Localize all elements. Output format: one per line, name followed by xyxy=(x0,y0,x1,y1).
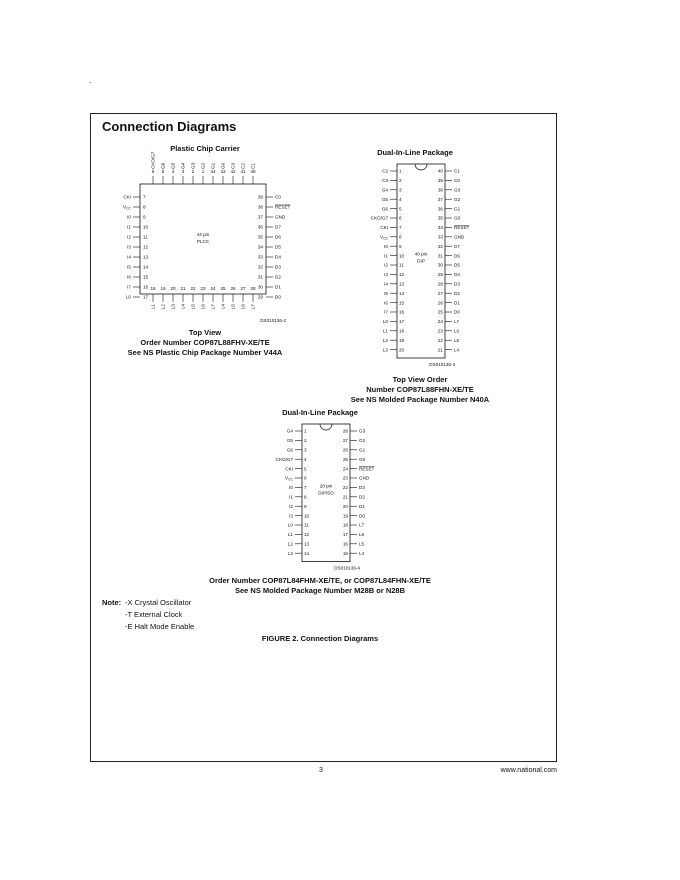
plcc-pin-name: L1 xyxy=(150,304,156,310)
dip40-caption xyxy=(330,375,510,405)
plcc-pin-name: D7 xyxy=(275,224,281,230)
dip40-pin-number: 32 xyxy=(437,243,443,249)
plcc-pin-number: 34 xyxy=(257,244,263,250)
dip28-pin-number: 11 xyxy=(304,522,309,528)
plcc-pin-name: L7 xyxy=(210,304,216,310)
plcc-pin-number: 30 xyxy=(257,284,263,290)
plcc-pin-number: 24 xyxy=(210,286,216,291)
plcc-pin-number: 10 xyxy=(143,224,149,230)
dip40-center-label: DIP xyxy=(417,258,425,264)
plcc-pin-number: 1 xyxy=(201,169,205,174)
plcc-pin-name: I6 xyxy=(127,274,131,280)
margin-mark: . xyxy=(89,76,92,85)
dip28-pin-name: G6 xyxy=(286,447,293,453)
dip28-pin-number: 21 xyxy=(342,494,348,500)
plcc-pin-name: L7 xyxy=(250,304,256,310)
dip40-pin-name: G5 xyxy=(381,196,388,202)
dip40-pin-name: L0 xyxy=(382,319,388,325)
plcc-pin-name: D0 xyxy=(275,294,281,300)
dip40-pin-name: RESET xyxy=(454,225,470,231)
plcc-pin-name: RESET xyxy=(275,204,291,210)
plcc-caption-line: See NS Plastic Chip Package Number V44A xyxy=(127,348,283,357)
dip40-pin-number: 11 xyxy=(399,262,404,268)
plcc-pin-number: 5 xyxy=(161,169,165,174)
dip28-pin-number: 2 xyxy=(304,438,307,444)
dip28-pin-number: 10 xyxy=(304,513,310,519)
plcc-pin-name: L3 xyxy=(170,304,176,310)
dip40-pin-number: 15 xyxy=(399,300,405,306)
dip28-pin-number: 3 xyxy=(304,447,307,453)
subscript: CC xyxy=(383,236,388,241)
plcc-pin-name: L4 xyxy=(180,304,186,310)
dip40-pin-name: $V_{CC}$ xyxy=(380,234,388,241)
plcc-pin-name: GND xyxy=(275,214,286,220)
plcc-pin-number: 38 xyxy=(257,204,263,210)
dip28-caption-line: See NS Molded Package Number M28B or N28B xyxy=(234,586,406,595)
dip40-pin-name: I6 xyxy=(384,300,388,306)
plcc-pin-number: 2 xyxy=(191,169,195,174)
dip40-drawing-id: DS010136-3 xyxy=(429,362,455,367)
plcc-pin-number: 43 xyxy=(220,169,226,174)
plcc-pin-name: L4 xyxy=(220,304,226,310)
dip28-pin-name: L7 xyxy=(359,522,365,528)
dip28-pin-number: 22 xyxy=(342,485,348,491)
plcc-pin-name: I4 xyxy=(127,254,131,260)
dip40-pin-name: I7 xyxy=(384,309,388,315)
dip40-pin-number: 29 xyxy=(437,272,443,278)
dip28-pin-name: D1 xyxy=(359,503,365,509)
plcc-pin-number: 42 xyxy=(230,169,236,174)
dip28-pin-name: G4 xyxy=(286,428,293,434)
dip40-pin-name: L5 xyxy=(454,337,460,343)
dip28-notch xyxy=(320,424,332,430)
dip40-pin-name: CKO/G7 xyxy=(370,215,388,221)
dip40-pin-number: 36 xyxy=(437,206,443,212)
dip28-pin-name: CKI xyxy=(285,466,293,472)
dip28-pin-name: G0 xyxy=(359,456,366,462)
dip28-pin-name: L0 xyxy=(287,522,293,528)
note-line: -T External Clock xyxy=(125,610,183,619)
dip40-pin-name: C0 xyxy=(454,178,460,184)
dip40-pin-number: 14 xyxy=(399,290,405,296)
dip40-pin-number: 16 xyxy=(399,309,405,315)
dip28-pin-number: 28 xyxy=(342,428,348,434)
plcc-pin-number: 26 xyxy=(230,286,236,291)
note-line: -X Crystal Oscillator xyxy=(125,598,192,607)
dip40-caption-line: Top View Order xyxy=(392,375,448,384)
dip28-pin-name: L5 xyxy=(359,541,365,547)
plcc-pin-name: D4 xyxy=(275,254,281,260)
dip40-pin-name: D0 xyxy=(454,309,460,315)
plcc-pin-number: 39 xyxy=(257,194,263,200)
plcc-pin-name: C1 xyxy=(250,163,256,169)
dip28-pin-number: 7 xyxy=(304,485,307,491)
dip28-pin-number: 18 xyxy=(342,522,348,528)
dip40-caption-line: See NS Molded Package Number N40A xyxy=(350,395,490,404)
dip28-pin-number: 1 xyxy=(304,428,307,434)
dip40-pin-number: 18 xyxy=(399,328,405,334)
dip40-pin-name: D4 xyxy=(454,272,460,278)
dip40-pin-number: 35 xyxy=(437,215,443,221)
plcc-pin-number: 12 xyxy=(143,244,149,250)
dip40-pin-number: 31 xyxy=(437,253,443,259)
dip40-pin-number: 1 xyxy=(399,168,402,174)
dip28-diagram xyxy=(265,416,395,576)
dip40-pin-name: D2 xyxy=(454,290,460,296)
plcc-pin-name: D1 xyxy=(275,284,281,290)
dip28-caption xyxy=(170,576,470,596)
plcc-center-label: 44 pin xyxy=(196,232,210,237)
dip40-pin-number: 27 xyxy=(437,290,443,296)
dip40-pin-number: 19 xyxy=(399,337,405,343)
dip40-pin-number: 23 xyxy=(437,328,443,334)
dip28-drawing-id: DS010136-4 xyxy=(334,565,360,571)
dip28-pin-name: G2 xyxy=(359,438,366,444)
dip40-pin-name: D7 xyxy=(454,243,460,249)
dip28-pin-name: I2 xyxy=(289,503,293,509)
dip40-pin-name: D6 xyxy=(454,253,460,259)
dip40-pin-name: C3 xyxy=(382,178,388,184)
dip28-pin-name: D0 xyxy=(359,513,365,519)
dip28-pin-number: 6 xyxy=(304,475,307,481)
dip40-pin-number: 9 xyxy=(399,243,402,249)
dip28-pin-name: I0 xyxy=(289,485,293,491)
dip40-pin-number: 40 xyxy=(437,168,443,174)
dip40-pin-name: D5 xyxy=(454,262,460,268)
plcc-pin-number: 7 xyxy=(143,194,146,200)
plcc-pin-name: G3 xyxy=(190,162,196,169)
dip40-pin-number: 26 xyxy=(437,300,443,306)
dip40-pin-name: L2 xyxy=(382,337,388,343)
plcc-pin-name: D5 xyxy=(275,244,281,250)
section-title: Connection Diagrams xyxy=(102,119,237,134)
dip40-caption-line: Number COP87L88FHN-XE/TE xyxy=(366,385,474,394)
dip40-pin-number: 8 xyxy=(399,234,402,240)
dip40-diagram xyxy=(360,156,490,374)
dip40-pin-number: 37 xyxy=(437,196,443,202)
plcc-pin-number: 40 xyxy=(250,169,256,174)
plcc-heading: Plastic Chip Carrier xyxy=(170,144,240,153)
dip28-pin-number: 20 xyxy=(342,503,348,509)
plcc-pin-name: G5 xyxy=(170,162,176,169)
dip40-pin-number: 30 xyxy=(437,262,443,268)
plcc-pin-name: D6 xyxy=(275,234,281,240)
plcc-pin-number: 23 xyxy=(200,286,206,291)
dip40-pin-number: 4 xyxy=(399,196,402,202)
plcc-pin-name: C3 xyxy=(230,163,236,169)
subscript: CC xyxy=(288,477,293,482)
dip40-pin-number: 13 xyxy=(399,281,405,287)
dip40-pin-name: L4 xyxy=(454,347,460,353)
dip40-pin-number: 25 xyxy=(437,309,443,315)
dip40-pin-number: 5 xyxy=(399,206,402,212)
plcc-pin-name: G0 xyxy=(220,162,226,169)
dip40-pin-number: 6 xyxy=(399,215,402,221)
plcc-pin-number: 33 xyxy=(257,254,263,260)
dip28-pin-name: D3 xyxy=(359,485,365,491)
dip40-pin-name: L7 xyxy=(454,319,460,325)
plcc-center-label: PLCC xyxy=(196,239,210,244)
dip40-pin-name: G6 xyxy=(381,206,388,212)
plcc-pin-number: 22 xyxy=(190,286,196,291)
dip40-pin-name: I5 xyxy=(384,290,388,296)
dip28-heading: Dual-In-Line Package xyxy=(282,408,358,417)
dip40-pin-name: D1 xyxy=(454,300,460,306)
plcc-caption-line: Top View xyxy=(188,328,222,337)
dip28-pin-name: G3 xyxy=(359,428,366,434)
plcc-pin-number: 14 xyxy=(143,264,149,270)
dip28-pin-number: 24 xyxy=(342,466,348,472)
dip40-pin-number: 7 xyxy=(399,225,402,231)
dip28-pin-number: 8 xyxy=(304,494,307,500)
dip28-pin-number: 14 xyxy=(304,550,310,556)
dip40-pin-name: GND xyxy=(454,234,465,240)
dip28-pin-number: 5 xyxy=(304,466,307,472)
plcc-pin-number: 32 xyxy=(257,264,263,270)
dip40-pin-name: C2 xyxy=(382,168,388,174)
plcc-caption-line: Order Number COP87L88FHV-XE/TE xyxy=(140,338,270,347)
dip40-pin-name: G3 xyxy=(454,187,461,193)
plcc-drawing-id: DS010136-2 xyxy=(260,318,286,323)
plcc-pin-name: L5 xyxy=(230,304,236,310)
plcc-pin-name: I5 xyxy=(127,264,131,270)
subscript: CC xyxy=(126,206,131,211)
dip28-pin-number: 23 xyxy=(342,475,348,481)
dip40-center-label: 40 pin xyxy=(414,251,428,257)
dip40-pin-number: 22 xyxy=(437,337,443,343)
dip28-pin-number: 13 xyxy=(304,541,310,547)
note-label: Note: xyxy=(102,598,122,607)
dip40-pin-name: I4 xyxy=(384,281,388,287)
plcc-pin-number: 15 xyxy=(143,274,149,280)
plcc-pin-name: I7 xyxy=(127,284,131,290)
plcc-pin-name: C0 xyxy=(275,194,281,200)
plcc-pin-number: 6 xyxy=(151,169,155,174)
plcc-pin-number: 44 xyxy=(210,169,216,174)
plcc-pin-number: 25 xyxy=(220,286,226,291)
plcc-pin-number: 27 xyxy=(240,286,246,291)
plcc-pin-name: $V_{CC}$ xyxy=(123,204,131,211)
plcc-pin-number: 18 xyxy=(150,286,156,291)
dip40-pin-number: 38 xyxy=(437,187,443,193)
dip28-pin-name: I3 xyxy=(289,513,293,519)
plcc-pin-name: G6 xyxy=(160,162,166,169)
dip40-pin-name: G1 xyxy=(454,206,461,212)
dip28-pin-name: CKO/G7 xyxy=(275,456,293,462)
plcc-pin-name: L5 xyxy=(190,304,196,310)
plcc-pin-number: 31 xyxy=(257,274,263,280)
plcc-pin-number: 3 xyxy=(181,169,185,174)
plcc-pin-number: 19 xyxy=(160,286,166,291)
dip40-pin-number: 10 xyxy=(399,253,405,259)
dip28-pin-number: 17 xyxy=(342,532,348,538)
plcc-pin-number: 13 xyxy=(143,254,149,260)
website-link[interactable]: www.national.com xyxy=(500,767,557,774)
plcc-pin-name: G1 xyxy=(210,162,216,169)
dip40-pin-name: CKI xyxy=(380,225,388,231)
dip28-caption-line: Order Number COP87L84FHM-XE/TE, or COP87L84FHN-XE/TE xyxy=(209,576,431,585)
plcc-pin-name: L6 xyxy=(240,304,246,310)
plcc-pin-number: 29 xyxy=(257,294,263,300)
dip40-pin-number: 21 xyxy=(437,347,443,353)
page-number: 3 xyxy=(319,767,323,774)
dip28-pin-name: L6 xyxy=(359,532,365,538)
dip40-pin-number: 17 xyxy=(399,319,405,325)
dip28-pin-name: D2 xyxy=(359,494,365,500)
plcc-pin-name: CKO/G7 xyxy=(150,151,156,169)
plcc-pin-number: 37 xyxy=(257,214,263,220)
dip40-pin-name: G0 xyxy=(454,215,461,221)
dip40-pin-number: 24 xyxy=(437,319,443,325)
dip40-pin-name: I1 xyxy=(384,253,388,259)
dip40-pin-name: I2 xyxy=(384,262,388,268)
dip28-pin-name: I1 xyxy=(289,494,293,500)
dip28-pin-name: GND xyxy=(359,475,370,481)
dip40-pin-number: 2 xyxy=(399,178,402,184)
dip40-pin-name: C1 xyxy=(454,168,460,174)
figure-caption: FIGURE 2. Connection Diagrams xyxy=(261,634,379,643)
dip28-pin-name: G1 xyxy=(359,447,366,453)
plcc-pin-name: D3 xyxy=(275,264,281,270)
dip40-pin-number: 3 xyxy=(399,187,402,193)
dip28-pin-number: 16 xyxy=(342,541,348,547)
plcc-pin-number: 4 xyxy=(171,169,175,174)
plcc-pin-number: 41 xyxy=(240,169,246,174)
dip40-pin-number: 33 xyxy=(437,234,443,240)
dip28-pin-name: $V_{CC}$ xyxy=(285,475,293,482)
dip28-pin-number: 19 xyxy=(342,513,348,519)
plcc-pin-number: 20 xyxy=(170,286,176,291)
dip28-pin-number: 26 xyxy=(342,447,348,453)
dip28-pin-number: 9 xyxy=(304,503,307,509)
dip40-pin-name: I0 xyxy=(384,243,388,249)
plcc-pin-name: L6 xyxy=(200,304,206,310)
dip40-pin-number: 34 xyxy=(437,225,443,231)
dip28-pin-name: L2 xyxy=(287,541,293,547)
dip28-pin-name: L4 xyxy=(359,550,365,556)
plcc-pin-number: 11 xyxy=(143,234,148,240)
dip40-pin-name: L6 xyxy=(454,328,460,334)
plcc-pin-number: 8 xyxy=(143,204,146,210)
plcc-pin-number: 36 xyxy=(257,224,263,230)
plcc-pin-number: 16 xyxy=(143,284,149,290)
dip28-pin-name: RESET xyxy=(359,466,375,472)
note-line: -E Halt Mode Enable xyxy=(125,622,195,631)
dip40-pin-number: 12 xyxy=(399,272,405,278)
plcc-pin-number: 21 xyxy=(180,286,186,291)
plcc-pin-name: CKI xyxy=(123,194,131,200)
plcc-pin-name: I2 xyxy=(127,234,131,240)
plcc-pin-name: I0 xyxy=(127,214,131,220)
plcc-pin-name: D2 xyxy=(275,274,281,280)
plcc-pin-name: C2 xyxy=(240,163,246,169)
plcc-pin-number: 17 xyxy=(143,294,149,300)
dip28-pin-number: 15 xyxy=(342,550,348,556)
dip28-center-label: DIP/SO xyxy=(318,490,334,496)
dip40-pin-number: 28 xyxy=(437,281,443,287)
plcc-diagram xyxy=(110,150,310,330)
dip40-pin-name: L1 xyxy=(382,328,388,334)
plcc-pin-name: I1 xyxy=(127,224,131,230)
dip40-pin-name: G2 xyxy=(454,196,461,202)
plcc-caption xyxy=(120,328,290,358)
dip28-pin-number: 12 xyxy=(304,532,310,538)
plcc-pin-number: 9 xyxy=(143,214,146,220)
dip40-pin-name: G4 xyxy=(381,187,388,193)
dip40-pin-name: L3 xyxy=(382,347,388,353)
dip40-pin-name: I3 xyxy=(384,272,388,278)
plcc-pin-name: G2 xyxy=(200,162,206,169)
dip40-pin-name: D3 xyxy=(454,281,460,287)
dip40-pin-number: 20 xyxy=(399,347,405,353)
dip28-pin-number: 25 xyxy=(342,456,348,462)
plcc-pin-name: L2 xyxy=(160,304,166,310)
dip28-pin-number: 4 xyxy=(304,456,307,462)
plcc-pin-name: I3 xyxy=(127,244,131,250)
dip40-notch xyxy=(415,164,427,170)
dip28-pin-name: G5 xyxy=(286,438,293,444)
dip40-heading: Dual-In-Line Package xyxy=(377,148,453,157)
dip28-center-label: 28 pin xyxy=(319,483,333,489)
plcc-pin-name: G4 xyxy=(180,162,186,169)
plcc-pin-name: L0 xyxy=(125,294,131,300)
dip28-pin-name: L3 xyxy=(287,550,293,556)
dip28-pin-number: 27 xyxy=(342,438,348,444)
dip28-pin-name: L1 xyxy=(287,532,293,538)
plcc-pin-number: 35 xyxy=(257,234,263,240)
dip40-pin-number: 39 xyxy=(437,178,443,184)
plcc-pin-number: 28 xyxy=(250,286,256,291)
